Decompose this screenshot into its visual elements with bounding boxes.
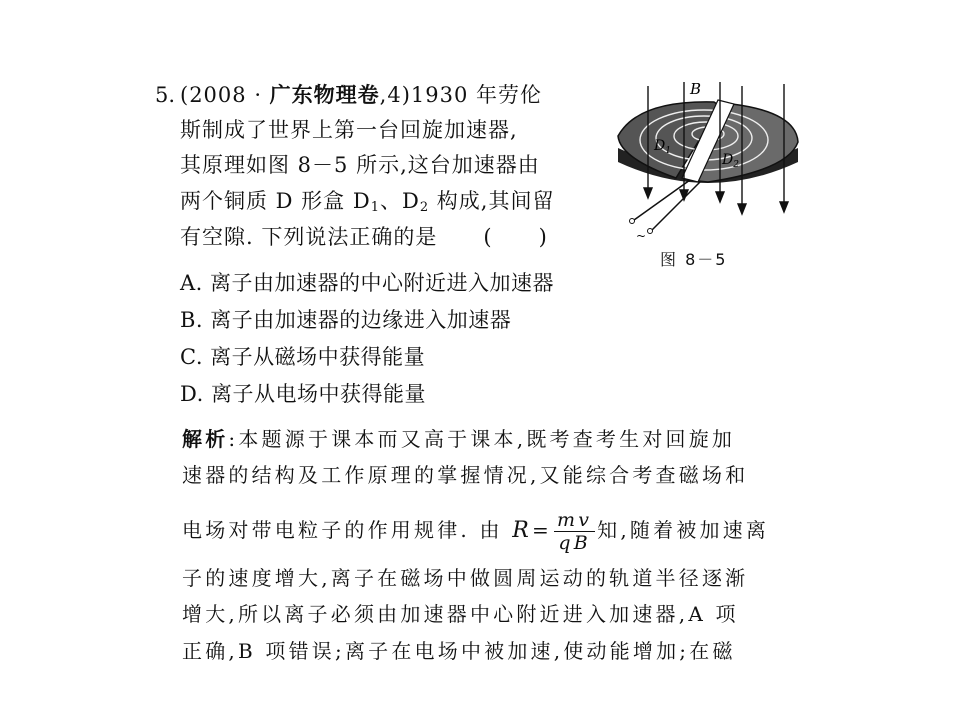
solution-line-3-a: 电场对带电粒子的作用规律. 由 bbox=[182, 518, 513, 542]
option-a: A. 离子由加速器的中心附近进入加速器 bbox=[180, 271, 555, 295]
question-number: 5. bbox=[155, 83, 176, 107]
answer-paren-close: ) bbox=[538, 225, 548, 249]
question-line-1 bbox=[180, 80, 542, 110]
solution-line-2: 速器的结构及工作原理的掌握情况,又能综合考查磁场和 bbox=[182, 463, 749, 487]
formula-fraction bbox=[554, 509, 595, 554]
solution-line-1 bbox=[182, 424, 735, 454]
figure-label-D2: $D_2$ bbox=[722, 152, 739, 170]
question-line-2: 斯制成了世界上第一台回旋加速器, bbox=[180, 118, 518, 142]
option-b: B. 离子由加速器的边缘进入加速器 bbox=[180, 308, 512, 332]
solution-colon: : bbox=[228, 427, 239, 451]
formula-R: R bbox=[512, 518, 533, 543]
solution-label: 解析 bbox=[182, 427, 229, 451]
question-line-5 bbox=[180, 222, 548, 252]
figure-label-B: B bbox=[690, 80, 702, 98]
figure-caption: 图 8－5 bbox=[660, 250, 728, 269]
solution-line-3 bbox=[182, 509, 769, 554]
question-source-dot: · bbox=[246, 83, 270, 107]
formula-equals: = bbox=[532, 518, 553, 542]
solution-line-6: 正确,B 项错误;离子在电场中被加速,使动能增加;在磁 bbox=[182, 639, 736, 663]
question-line-4-sub1: 1 bbox=[370, 200, 380, 215]
cyclotron-figure bbox=[608, 76, 808, 244]
option-d: D. 离子从电场中获得能量 bbox=[180, 382, 426, 406]
option-c: C. 离子从磁场中获得能量 bbox=[180, 345, 426, 369]
figure-label-D1: $D_1$ bbox=[654, 138, 671, 156]
formula-denominator: qB bbox=[558, 532, 591, 554]
question-line-4 bbox=[180, 186, 554, 223]
formula-numerator: mv bbox=[554, 509, 595, 532]
question-line-4-a: 两个铜质 D 形盒 D bbox=[180, 189, 371, 213]
question-source-name: 广东物理卷 bbox=[269, 82, 380, 107]
solution-line-4: 子的速度增大,离子在磁场中做圆周运动的轨道半径逐渐 bbox=[182, 566, 749, 590]
ac-source-symbol: ~ bbox=[636, 229, 647, 243]
solution-line-1-text: 本题源于课本而又高于课本,既考查考生对回旋加 bbox=[238, 427, 736, 451]
solution-line-3-b: 知,随着被加速离 bbox=[597, 518, 770, 542]
question-line-4-c: 构成,其间留 bbox=[429, 189, 555, 213]
question-source-open: (2008 bbox=[180, 83, 247, 107]
question-line-4-sub2: 2 bbox=[419, 200, 430, 215]
solution-line-5: 增大,所以离子必须由加速器中心附近进入加速器,A 项 bbox=[182, 602, 739, 626]
question-line-3: 其原理如图 8－5 所示,这台加速器由 bbox=[180, 153, 540, 177]
question-line-4-b: 、D bbox=[379, 189, 420, 213]
answer-paren-open: ( bbox=[483, 225, 493, 249]
question-line-5-text: 有空隙. 下列说法正确的是 bbox=[180, 225, 438, 249]
question-source-rest: ,4)1930 年劳伦 bbox=[379, 83, 543, 107]
